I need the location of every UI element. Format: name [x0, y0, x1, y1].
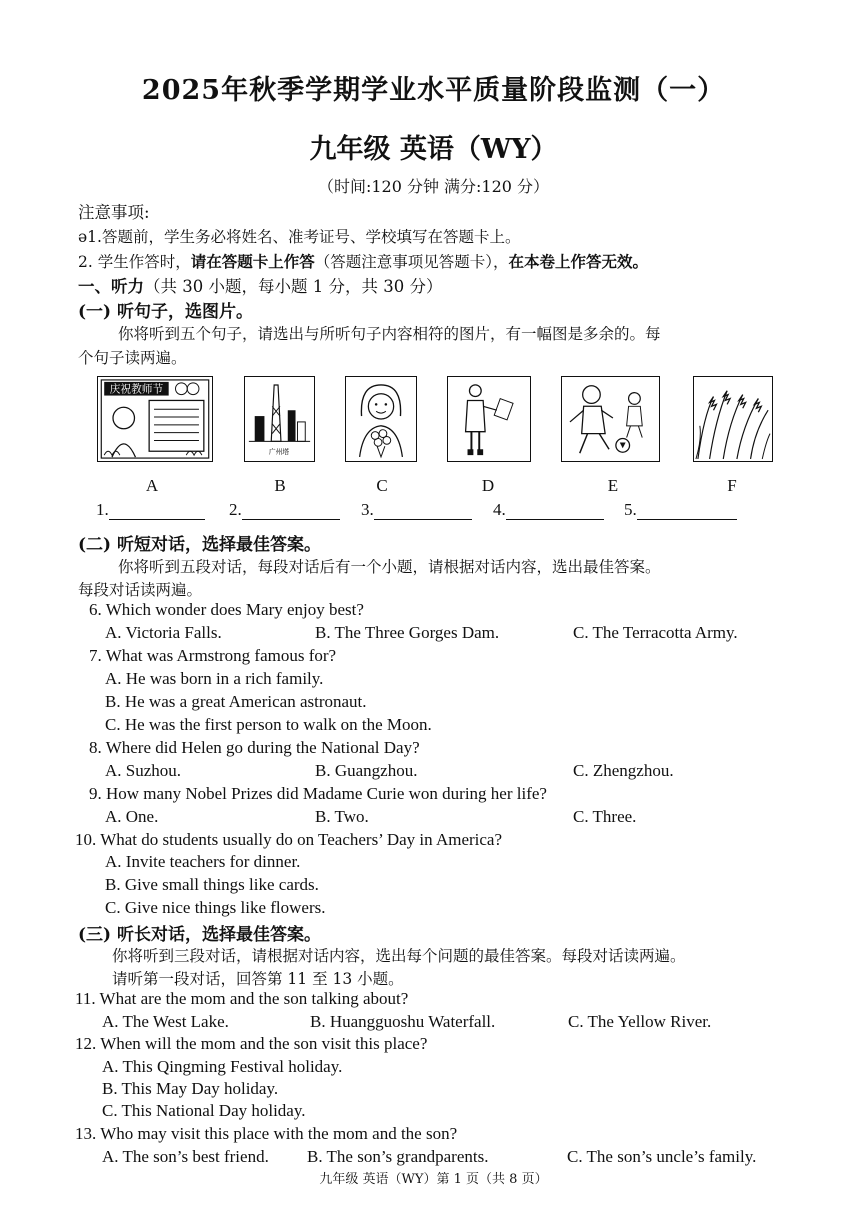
part-3-instruction-line-2: 请听第一段对话，回答第 11 至 13 小题。 [112, 970, 404, 988]
part-2-instruction-line-2: 每段对话读两遍。 [78, 581, 203, 599]
q13-option-c: C. The son’s uncle’s family. [567, 1147, 757, 1166]
q11-option-b: B. Huangguoshu Waterfall. [310, 1012, 496, 1031]
q11-stem: 11. What are the mom and the son talking about? [75, 989, 409, 1008]
picture-label-b: B [274, 476, 286, 495]
notes-item-2-mid: （答题注意事项见答题卡）， [314, 253, 509, 271]
picture-e [561, 376, 660, 462]
q12-option-c: C. This National Day holiday. [102, 1101, 306, 1120]
picture-a [97, 376, 213, 462]
picture-f [693, 376, 773, 462]
q11-option-a: A. The West Lake. [102, 1012, 229, 1031]
section-1-heading-rest: （共 30 小题，每小题 1 分，共 30 分） [144, 277, 443, 296]
q6-option-c: C. The Terracotta Army. [573, 623, 738, 642]
section-1-heading [78, 273, 442, 297]
q13-stem: 13. Who may visit this place with the mom and the son? [75, 1124, 458, 1143]
answer-blank-1[interactable]: 1. [96, 500, 205, 520]
notes-item-1: ə1.答题前，学生务必将姓名、准考证号、学校填写在答题卡上。 [78, 228, 521, 246]
answer-blank-5[interactable]: 5. [624, 500, 737, 520]
picture-label-f: F [727, 476, 737, 495]
picture-label-e: E [607, 476, 619, 495]
notes-item-2-pre: 2. 学生作答时， [78, 253, 191, 271]
q7-stem: 7. What was Armstrong famous for? [89, 646, 337, 665]
picture-d [447, 376, 531, 462]
q9-option-b: B. Two. [315, 807, 369, 826]
q12-option-b: B. This May Day holiday. [102, 1079, 279, 1098]
notes-heading: 注意事项: [78, 203, 150, 222]
teachers-day-poster-icon [98, 377, 212, 461]
part-1-instruction-line-1: 你将听到五个句子，请选出与所听句子内容相符的图片，有一幅图是多余的。每 [118, 325, 661, 343]
notes-item-2-bold-1: 请在答题卡上作答 [190, 252, 315, 271]
exam-title: 2025年秋季学期学业水平质量阶段监测（一） [141, 75, 726, 106]
part-2-heading: (二) 听短对话，选择最佳答案。 [78, 535, 322, 555]
q11-option-c: C. The Yellow River. [568, 1012, 712, 1031]
picture-c [345, 376, 417, 462]
q13-option-b: B. The son’s grandparents. [307, 1147, 489, 1166]
page-footer: 九年级 英语（WY）第 1 页（共 8 页） [319, 1172, 548, 1187]
exam-subject: 九年级 英语（WY） [309, 134, 558, 165]
exam-meta: （时间:120 分钟 满分:120 分） [317, 177, 550, 196]
city-tower-icon [245, 377, 314, 461]
q7-option-c: C. He was the first person to walk on the Moon. [105, 715, 432, 734]
kids-playing-football-icon [562, 377, 659, 461]
poster-text: 庆祝教师节 [109, 382, 164, 396]
q7-option-a: A. He was born in a rich family. [105, 669, 324, 688]
q9-stem: 9. How many Nobel Prizes did Madame Curie won during her life? [89, 784, 547, 803]
q12-stem: 12. When will the mom and the son visit this place? [75, 1034, 428, 1053]
q6-option-b: B. The Three Gorges Dam. [315, 623, 500, 642]
picture-label-c: C [376, 476, 388, 495]
doctor-icon [448, 377, 530, 461]
q8-option-b: B. Guangzhou. [315, 761, 418, 780]
section-1-heading-bold: 一、听力 [78, 277, 144, 296]
q13-option-a: A. The son’s best friend. [102, 1147, 269, 1166]
notes-item-2 [78, 250, 648, 272]
part-1-heading: (一) 听句子，选图片。 [78, 302, 254, 322]
q8-option-a: A. Suzhou. [105, 761, 182, 780]
wheat-field-icon [694, 377, 772, 461]
answer-blank-3[interactable]: 3. [361, 500, 472, 520]
q9-option-a: A. One. [105, 807, 159, 826]
q8-option-c: C. Zhengzhou. [573, 761, 674, 780]
q9-option-c: C. Three. [573, 807, 637, 826]
q7-option-b: B. He was a great American astronaut. [105, 692, 367, 711]
notes-item-2-bold-2: 在本卷上作答无效。 [508, 252, 649, 271]
q8-stem: 8. Where did Helen go during the National Day? [89, 738, 420, 757]
q6-stem: 6. Which wonder does Mary enjoy best? [89, 600, 364, 619]
part-1-instruction-line-2: 个句子读两遍。 [78, 349, 187, 367]
q10-option-a: A. Invite teachers for dinner. [105, 852, 301, 871]
part-3-heading: (三) 听长对话，选择最佳答案。 [78, 925, 322, 945]
picture-label-a: A [145, 476, 159, 495]
q10-option-c: C. Give nice things like flowers. [105, 898, 326, 917]
answer-blank-2[interactable]: 2. [229, 500, 340, 520]
part-2-instruction-line-1: 你将听到五段对话，每段对话后有一个小题，请根据对话内容，选出最佳答案。 [118, 558, 661, 576]
q10-option-b: B. Give small things like cards. [105, 875, 319, 894]
q6-option-a: A. Victoria Falls. [105, 623, 222, 642]
picture-label-d: D [481, 476, 495, 495]
q10-stem: 10. What do students usually do on Teachers’ Day in America? [75, 830, 503, 849]
city-caption: 广州塔 [268, 447, 290, 456]
part-3-instruction-line-1: 你将听到三段对话，请根据对话内容，选出每个问题的最佳答案。每段对话读两遍。 [112, 947, 686, 965]
q12-option-a: A. This Qingming Festival holiday. [102, 1057, 343, 1076]
answer-blank-4[interactable]: 4. [493, 500, 604, 520]
woman-with-flowers-icon [346, 377, 416, 461]
picture-b [244, 376, 315, 462]
